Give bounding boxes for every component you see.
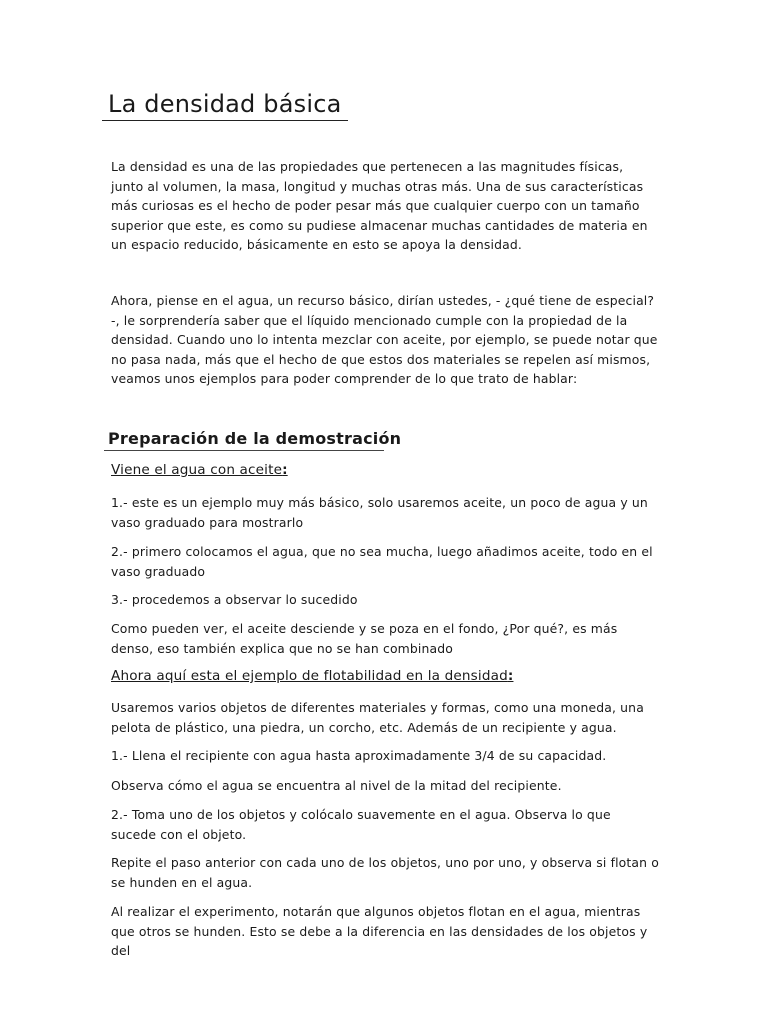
document-title: La densidad básica bbox=[108, 90, 342, 118]
intro-paragraph: La densidad es una de las propiedades que pertenecen a las magnitudes físicas, junto al volumen, la masa, longitud y muchas otras más. Una de sus características más curiosas es el hecho de poder pesar más que cualquier cuerpo con un tamaño superior que este, es como su pudiese almacenar muchas cantidades de materia en un espacio reducido, básicamente en esto se apoya la densidad. bbox=[111, 159, 648, 253]
oil-step-2: 2.- primero colocamos el agua, que no sea mucha, luego añadimos aceite, todo en el vaso graduado bbox=[111, 544, 653, 579]
subheading-oil-text: Viene el agua con aceite bbox=[111, 462, 283, 478]
subheading-oil-colon: : bbox=[282, 462, 288, 478]
oil-conclusion: Como pueden ver, el aceite desciende y se poza en el fondo, ¿Por qué?, es más denso, eso también explica que no se han combinado bbox=[111, 621, 618, 656]
subheading-oil bbox=[111, 462, 288, 478]
float-paragraph-5: Repite el paso anterior con cada uno de los objetos, uno por uno, y observa si flotan o se hunden en el agua. bbox=[111, 855, 659, 890]
float-paragraph-4: 2.- Toma uno de los objetos y colócalo suavemente en el agua. Observa lo que sucede con el objeto. bbox=[111, 807, 611, 842]
section-title-underline bbox=[104, 450, 384, 451]
water-paragraph: Ahora, piense en el agua, un recurso básico, dirían ustedes, - ¿qué tiene de especial? -, le sorprendería saber que el líquido mencionado cumple con la propiedad de la densidad. Cuando uno lo intenta mezclar con aceite, por ejemplo, se puede notar que no pasa nada, más que el hecho de que estos dos materiales se repelen así mismos, veamos unos ejemplos para poder comprender de lo que trato de hablar: bbox=[111, 293, 658, 387]
float-paragraph-2: 1.- Llena el recipiente con agua hasta aproximadamente 3/4 de su capacidad. bbox=[111, 748, 607, 763]
subheading-float-text: Ahora aquí esta el ejemplo de flotabilidad en la densidad bbox=[111, 668, 508, 684]
section-title: Preparación de la demostración bbox=[108, 429, 402, 448]
float-paragraph-1: Usaremos varios objetos de diferentes materiales y formas, como una moneda, una pelota de plástico, una piedra, un corcho, etc. Además de un recipiente y agua. bbox=[111, 700, 644, 735]
float-paragraph-3: Observa cómo el agua se encuentra al nivel de la mitad del recipiente. bbox=[111, 778, 562, 793]
oil-step-1: 1.- este es un ejemplo muy más básico, solo usaremos aceite, un poco de agua y un vaso graduado para mostrarlo bbox=[111, 495, 648, 530]
title-underline bbox=[102, 120, 348, 121]
float-paragraph-6: Al realizar el experimento, notarán que algunos objetos flotan en el agua, mientras que otros se hunden. Esto se debe a la diferencia en las densidades de los objetos y del bbox=[111, 904, 648, 959]
subheading-float bbox=[111, 668, 513, 684]
oil-step-3: 3.- procedemos a observar lo sucedido bbox=[111, 592, 358, 607]
subheading-float-colon: : bbox=[507, 668, 514, 684]
